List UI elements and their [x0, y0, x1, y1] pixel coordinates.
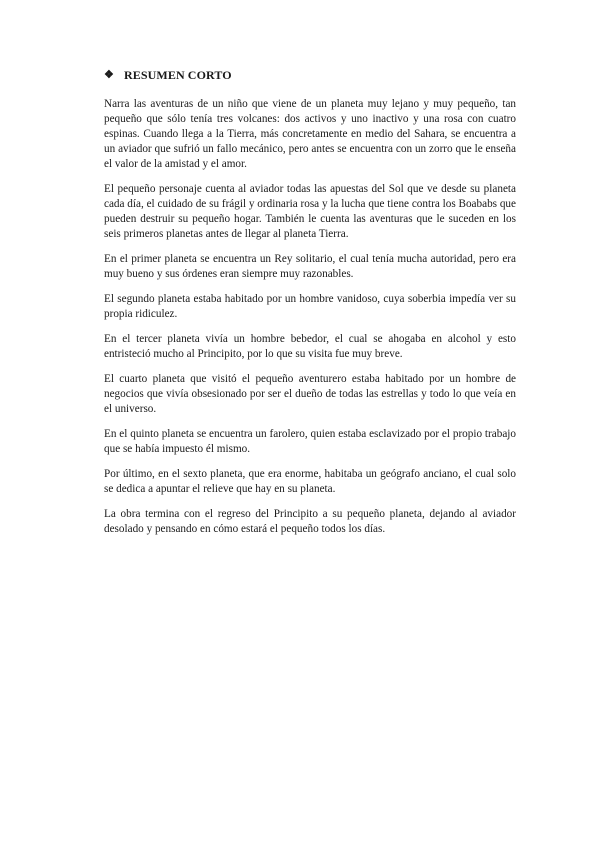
section-title: RESUMEN CORTO [124, 68, 232, 82]
paragraph-ending: La obra termina con el regreso del Principito a su pequeño planeta, dejando al aviador desolado y pensando en cómo estará el pequeño todos los días. [104, 508, 516, 535]
section-heading [104, 68, 516, 83]
paragraph-intro: Narra las aventuras de un niño que viene de un planeta muy lejano y muy pequeño, tan pequeño que sólo tenía tres volcanes: dos activos y uno inactivo y una rosa con cuatro espinas. Cuando llega a la Tierra, más concretamente en medio del Sahara, se encuentra a un aviador que sufrió un fallo mecánico, pero antes se encuentra con un zorro que le enseña el valor de la amistad y el amor. [104, 98, 516, 170]
paragraph-planet-1-king: En el primer planeta se encuentra un Rey solitario, el cual tenía mucha autoridad, pero era muy bueno y sus órdenes eran siempre muy razonables. [104, 253, 516, 280]
paragraph-planet-5-lamplighter: En el quinto planeta se encuentra un farolero, quien estaba esclavizado por el propio trabajo que se había impuesto él mismo. [104, 428, 516, 455]
paragraph-planet-4-businessman: El cuarto planeta que visitó el pequeño aventurero estaba habitado por un hombre de negocios que vivía obsesionado por ser el dueño de todas las estrellas y todo lo que veía en el universo. [104, 373, 516, 415]
paragraph-planet-3-drinker: En el tercer planeta vivía un hombre bebedor, el cual se ahogaba en alcohol y esto entristeció mucho al Principito, por lo que su visita fue muy breve. [104, 333, 516, 360]
diamond-bullet-icon: ❖ [104, 69, 114, 81]
paragraph-planet-6-geographer: Por último, en el sexto planeta, que era enorme, habitaba un geógrafo anciano, el cual solo se dedica a apuntar el relieve que hay en su planeta. [104, 468, 516, 495]
paragraph-planet-2-vain-man: El segundo planeta estaba habitado por un hombre vanidoso, cuya soberbia impedía ver su propia ridiculez. [104, 293, 516, 320]
paragraph-sun-rose-baobabs: El pequeño personaje cuenta al aviador todas las apuestas del Sol que ve desde su planeta cada día, el cuidado de su frágil y ordinaria rosa y la lucha que tiene contra los Boababs que pueden destruir su pequeño hogar. También le cuenta las aventuras que le suceden en los seis primeros planetas antes de llegar al planeta Tierra. [104, 183, 516, 240]
document-page [104, 68, 516, 547]
